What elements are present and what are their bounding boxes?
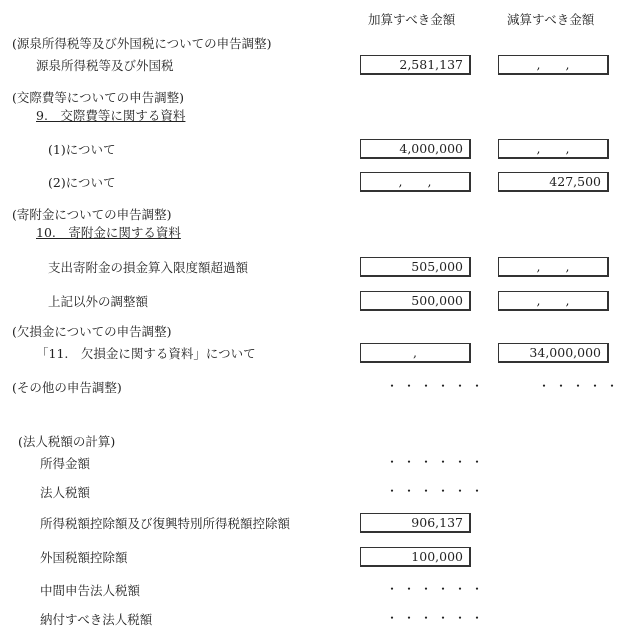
tax-row-label: 所得金額 (40, 456, 91, 471)
foreign-tax-credit-field[interactable]: 100,000 (360, 547, 471, 567)
kosai-row2-subtract-field[interactable]: 427,500 (498, 172, 609, 192)
section-title-other: (その他の申告調整) (12, 380, 122, 395)
kosai-row1-subtract-field[interactable]: , , (498, 139, 609, 159)
other-subtract-dots: ・・・・・ (538, 379, 624, 393)
kifu-row1-label: 支出寄附金の損金算入限度額超過額 (48, 260, 249, 275)
kifu-row1-subtract-field[interactable]: , , (498, 257, 609, 277)
tax-row-label: 外国税額控除額 (40, 550, 128, 565)
section-title-kesson: (欠損金についての申告調整) (12, 324, 172, 339)
tax-row-dots: ・・・・・・ (386, 484, 489, 498)
kesson-add-field[interactable]: , (360, 343, 471, 363)
kesson-subtract-field[interactable]: 34,000,000 (498, 343, 609, 363)
kosai-row2-add-field[interactable]: , , (360, 172, 471, 192)
tax-row-label: 納付すべき法人税額 (40, 612, 153, 627)
kifu-reference: 10. 寄附金に関する資料 (36, 225, 181, 240)
kifu-row2-add-field[interactable]: 500,000 (360, 291, 471, 311)
tax-row-dots: ・・・・・・ (386, 611, 489, 625)
kifu-row2-label: 上記以外の調整額 (48, 294, 149, 309)
header-subtract-column: 減算すべき金額 (507, 12, 595, 27)
section-title-gensen: (源泉所得税等及び外国税についての申告調整) (12, 36, 272, 51)
tax-row-label: 中間申告法人税額 (40, 583, 141, 598)
kosai-row2-label: (2)について (48, 175, 116, 190)
kifu-row1-add-field[interactable]: 505,000 (360, 257, 471, 277)
kosai-row1-add-field[interactable]: 4,000,000 (360, 139, 471, 159)
tax-row-dots: ・・・・・・ (386, 455, 489, 469)
kesson-item-label: 「11. 欠損金に関する資料」について (36, 346, 256, 361)
tax-row-label: 所得税額控除額及び復興特別所得税額控除額 (40, 516, 291, 531)
header-add-column: 加算すべき金額 (368, 12, 456, 27)
tax-credit-field[interactable]: 906,137 (360, 513, 471, 533)
kosai-row1-label: (1)について (48, 142, 116, 157)
tax-row-label: 法人税額 (40, 485, 91, 500)
tax-calc-title: (法人税額の計算) (18, 434, 116, 449)
other-add-dots: ・・・・・・ (386, 379, 489, 393)
gensen-add-field[interactable]: 2,581,137 (360, 55, 471, 75)
section-title-kosai: (交際費等についての申告調整) (12, 90, 185, 105)
tax-row-dots: ・・・・・・ (386, 582, 489, 596)
gensen-subtract-field[interactable]: , , (498, 55, 609, 75)
kosai-reference: 9. 交際費等に関する資料 (36, 108, 186, 123)
gensen-item-label: 源泉所得税等及び外国税 (36, 58, 174, 73)
section-title-kifu: (寄附金についての申告調整) (12, 207, 172, 222)
kifu-row2-subtract-field[interactable]: , , (498, 291, 609, 311)
